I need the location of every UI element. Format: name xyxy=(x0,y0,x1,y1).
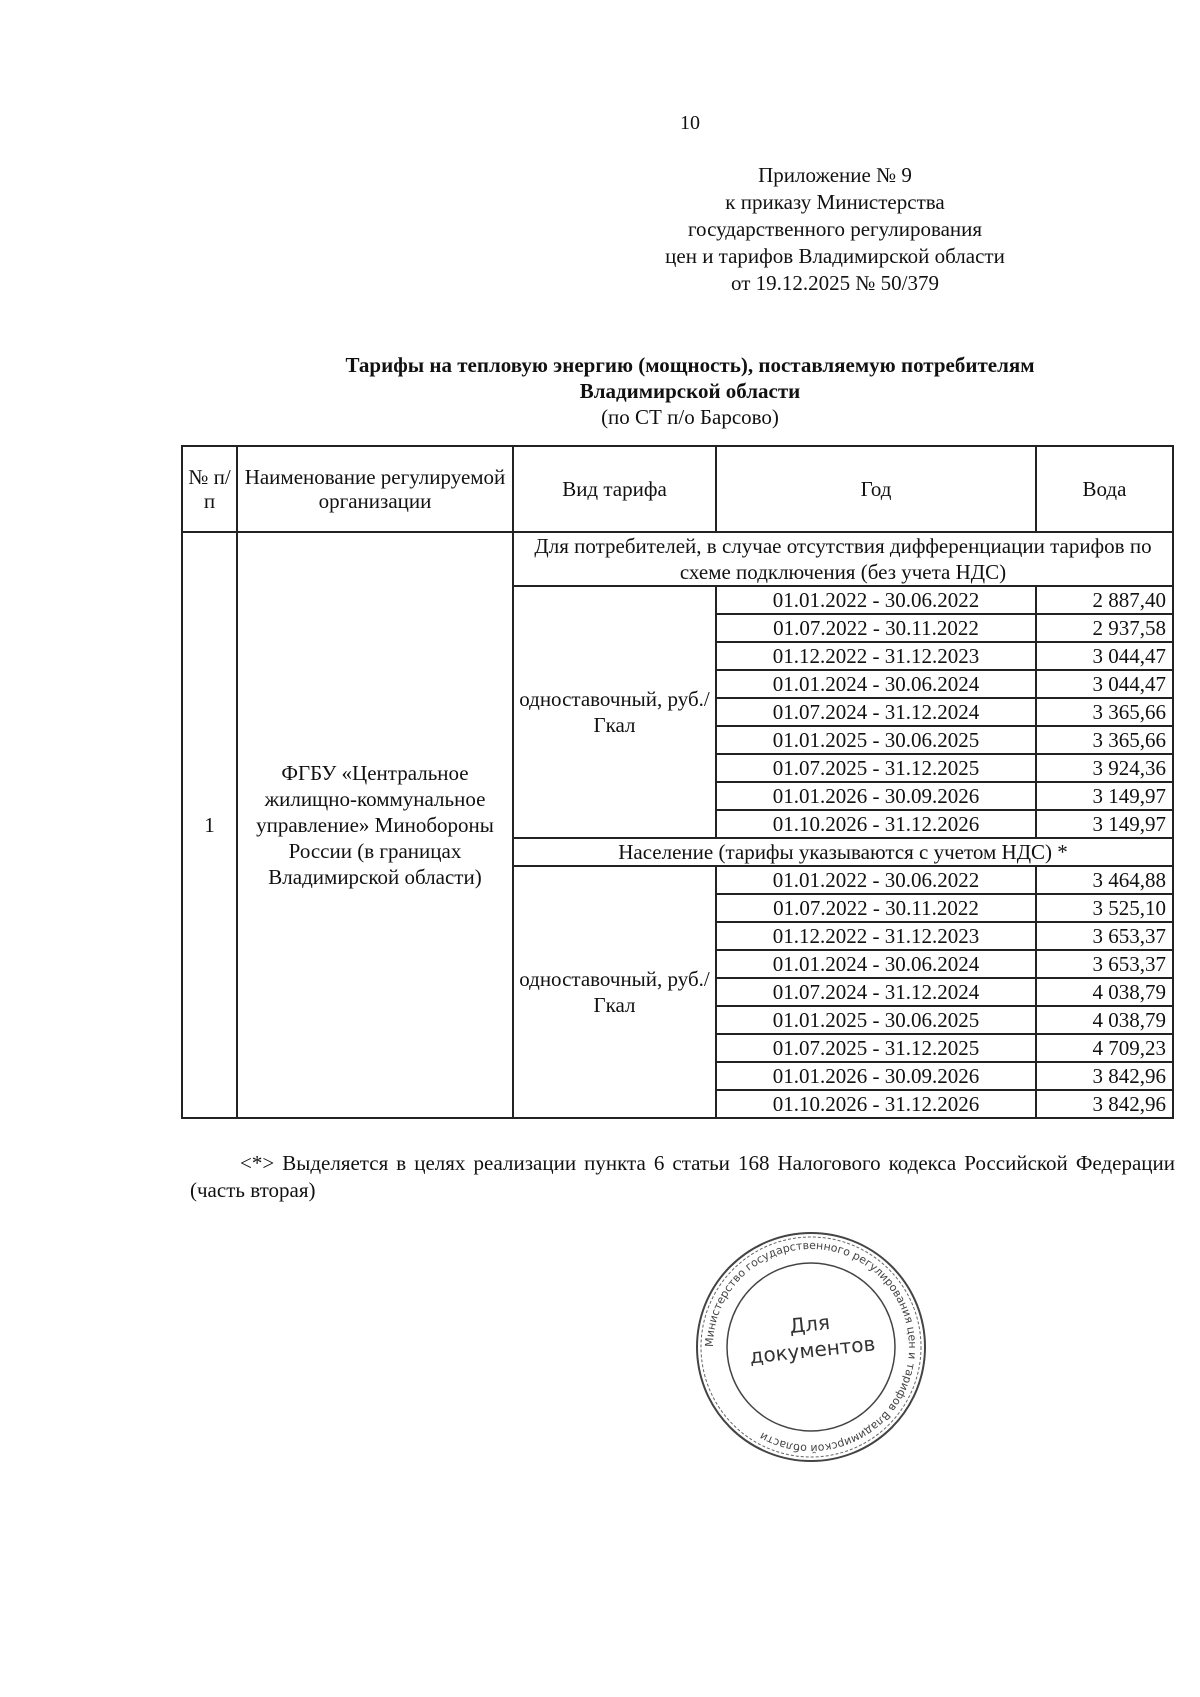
appendix-line: цен и тарифов Владимирской области xyxy=(665,244,1005,268)
header-type: Вид тарифа xyxy=(513,446,716,532)
value-cell: 3 365,66 xyxy=(1036,698,1173,726)
page-number: 10 xyxy=(680,112,700,134)
value-cell: 4 038,79 xyxy=(1036,1006,1173,1034)
section2-tariff-type: одноставочный, руб./Гкал xyxy=(513,866,716,1118)
value-cell: 2 937,58 xyxy=(1036,614,1173,642)
header-no: № п/п xyxy=(182,446,237,532)
section1-title: Для потребителей, в случае отсутствия дифференциации тарифов по схеме подключения (без учета НДС) xyxy=(513,532,1173,586)
period-cell: 01.07.2025 - 31.12.2025 xyxy=(716,754,1036,782)
value-cell: 3 924,36 xyxy=(1036,754,1173,782)
appendix-line: от 19.12.2025 № 50/379 xyxy=(730,271,940,295)
value-cell: 3 653,37 xyxy=(1036,950,1173,978)
value-cell: 3 842,96 xyxy=(1036,1062,1173,1090)
official-stamp xyxy=(693,1229,929,1465)
period-cell: 01.01.2022 - 30.06.2022 xyxy=(716,586,1036,614)
value-cell: 3 149,97 xyxy=(1036,782,1173,810)
header-org: Наименование регулируемой организации xyxy=(237,446,513,532)
organization-name: ФГБУ «Центральное жилищно-коммунальное управление» Минобороны России (в границах Владимирской области) xyxy=(237,532,513,1118)
title-line: Тарифы на тепловую энергию (мощность), поставляемую потребителям xyxy=(345,353,1035,377)
period-cell: 01.07.2024 - 31.12.2024 xyxy=(716,698,1036,726)
value-cell: 3 149,97 xyxy=(1036,810,1173,838)
title-subtitle: (по СТ п/о Барсово) xyxy=(601,405,779,429)
value-cell: 2 887,40 xyxy=(1036,586,1173,614)
period-cell: 01.07.2024 - 31.12.2024 xyxy=(716,978,1036,1006)
value-cell: 4 709,23 xyxy=(1036,1034,1173,1062)
period-cell: 01.01.2025 - 30.06.2025 xyxy=(716,726,1036,754)
value-cell: 4 038,79 xyxy=(1036,978,1173,1006)
footnote: <*> Выделяется в целях реализации пункта 6 статьи 168 Налогового кодекса Российской Федерации (часть вторая) xyxy=(190,1151,1175,1202)
period-cell: 01.07.2022 - 30.11.2022 xyxy=(716,894,1036,922)
appendix-line: государственного регулирования xyxy=(687,217,983,241)
period-cell: 01.12.2022 - 31.12.2023 xyxy=(716,922,1036,950)
appendix-header xyxy=(605,162,1065,297)
document-title xyxy=(0,352,1200,430)
period-cell: 01.10.2026 - 31.12.2026 xyxy=(716,810,1036,838)
value-cell: 3 464,88 xyxy=(1036,866,1173,894)
period-cell: 01.01.2025 - 30.06.2025 xyxy=(716,1006,1036,1034)
value-cell: 3 044,47 xyxy=(1036,642,1173,670)
value-cell: 3 842,96 xyxy=(1036,1090,1173,1118)
title-line: Владимирской области xyxy=(579,379,801,403)
period-cell: 01.10.2026 - 31.12.2026 xyxy=(716,1090,1036,1118)
period-cell: 01.01.2022 - 30.06.2022 xyxy=(716,866,1036,894)
period-cell: 01.07.2025 - 31.12.2025 xyxy=(716,1034,1036,1062)
appendix-line: к приказу Министерства xyxy=(725,190,945,214)
stamp-center-line: Для xyxy=(788,1310,832,1339)
period-cell: 01.01.2026 - 30.09.2026 xyxy=(716,782,1036,810)
period-cell: 01.01.2026 - 30.09.2026 xyxy=(716,1062,1036,1090)
value-cell: 3 365,66 xyxy=(1036,726,1173,754)
value-cell: 3 525,10 xyxy=(1036,894,1173,922)
value-cell: 3 653,37 xyxy=(1036,922,1173,950)
row-number: 1 xyxy=(182,532,237,1118)
period-cell: 01.07.2022 - 30.11.2022 xyxy=(716,614,1036,642)
header-value: Вода xyxy=(1036,446,1173,532)
stamp-center-line: документов xyxy=(748,1331,877,1369)
tariff-table xyxy=(181,445,1174,1119)
period-cell: 01.12.2022 - 31.12.2023 xyxy=(716,642,1036,670)
section1-tariff-type: одноставочный, руб./Гкал xyxy=(513,586,716,838)
appendix-line: Приложение № 9 xyxy=(758,163,912,187)
section2-title: Население (тарифы указываются с учетом НДС) * xyxy=(513,838,1173,866)
value-cell: 3 044,47 xyxy=(1036,670,1173,698)
period-cell: 01.01.2024 - 30.06.2024 xyxy=(716,950,1036,978)
header-year: Год xyxy=(716,446,1036,532)
period-cell: 01.01.2024 - 30.06.2024 xyxy=(716,670,1036,698)
stamp-ring-text: Министерство государственного регулирования цен и тарифов Владимирской области xyxy=(702,1238,920,1456)
